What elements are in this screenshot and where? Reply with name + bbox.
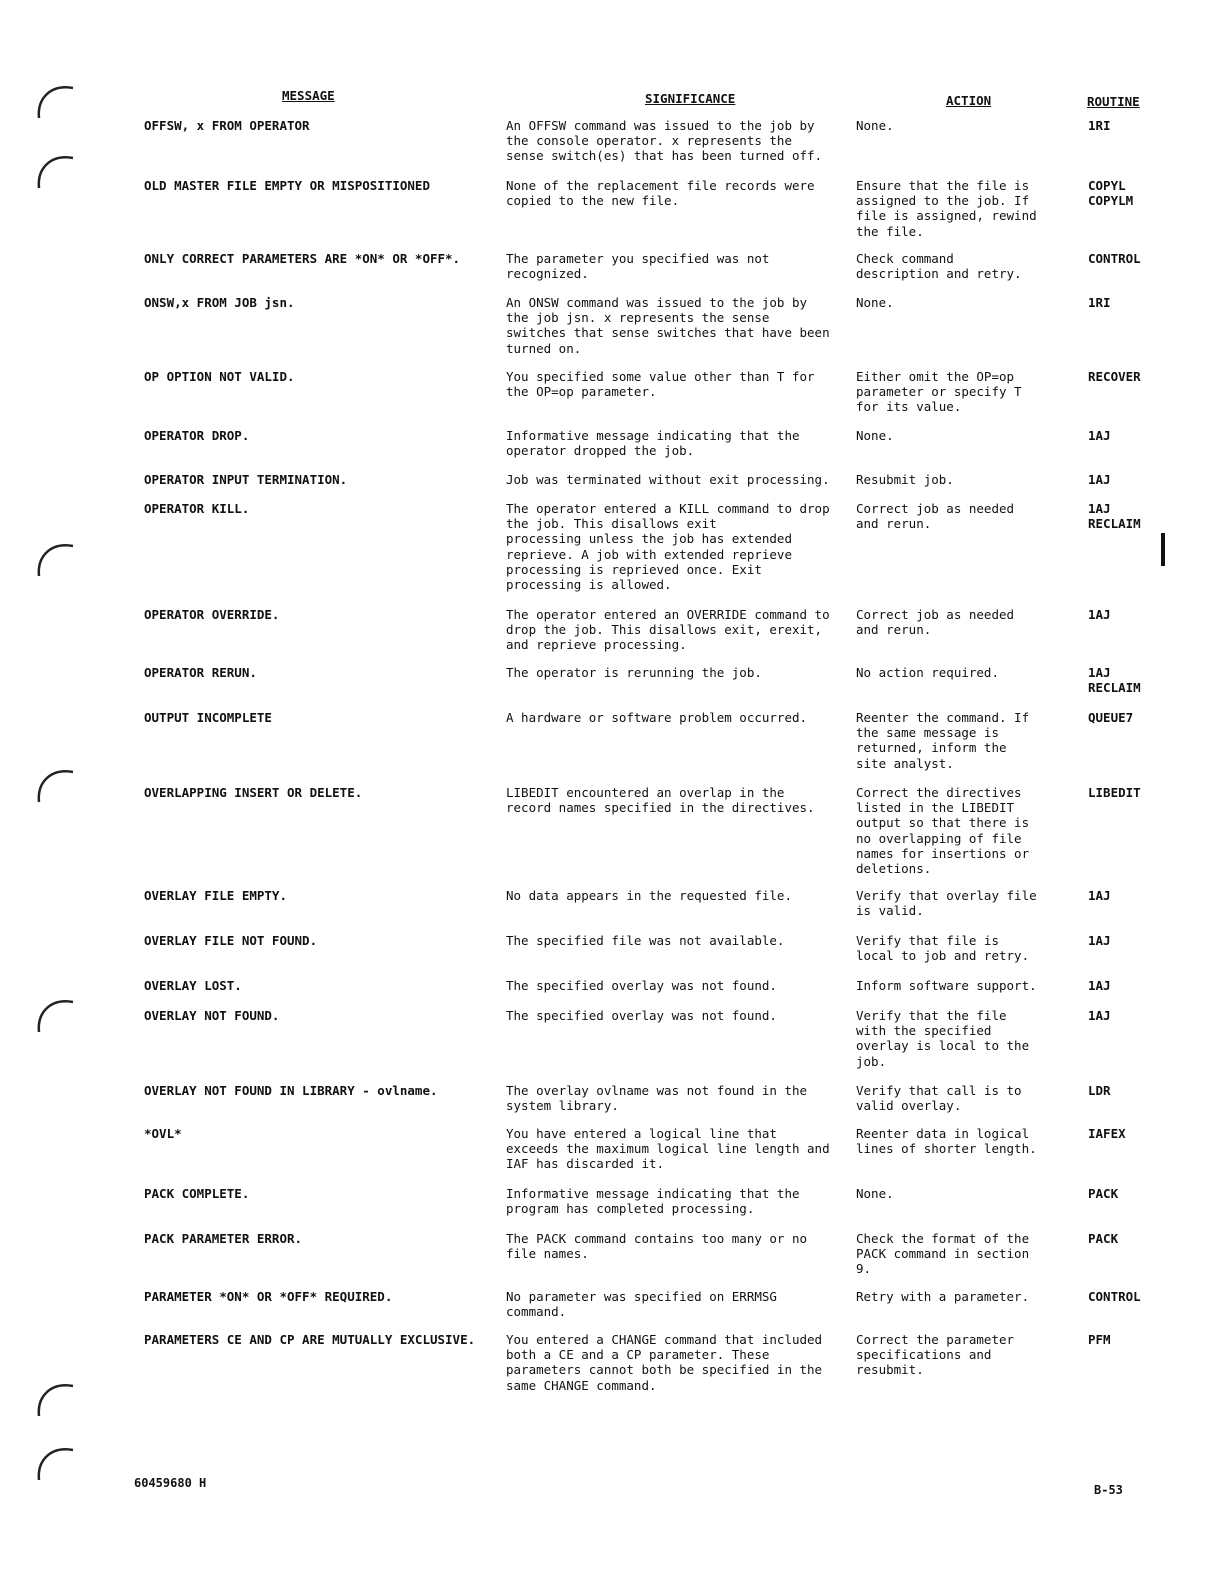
binder-hole-mark bbox=[33, 1440, 77, 1484]
message-cell: OPERATOR RERUN. bbox=[144, 665, 257, 680]
significance-cell: A hardware or software problem occurred. bbox=[506, 710, 808, 725]
routine-cell: CONTROL bbox=[1088, 251, 1141, 266]
significance-cell: The specified overlay was not found. bbox=[506, 978, 777, 993]
column-header-action: ACTION bbox=[946, 93, 992, 108]
routine-cell: 1AJ RECLAIM bbox=[1088, 501, 1141, 532]
significance-cell: None of the replacement file records were copied to the new file. bbox=[506, 178, 815, 209]
significance-cell: An OFFSW command was issued to the job by the console operator. x represents the sense switch(es) that has been turned off. bbox=[506, 118, 823, 164]
significance-cell: The specified overlay was not found. bbox=[506, 1008, 777, 1023]
significance-cell: The parameter you specified was not recognized. bbox=[506, 251, 770, 282]
change-bar bbox=[1161, 533, 1165, 566]
binder-hole-mark bbox=[33, 536, 77, 580]
column-header-message: MESSAGE bbox=[282, 88, 335, 103]
message-cell: OP OPTION NOT VALID. bbox=[144, 369, 295, 384]
significance-cell: Job was terminated without exit processing. bbox=[506, 472, 830, 487]
action-cell: Inform software support. bbox=[856, 978, 1037, 993]
message-cell: OPERATOR OVERRIDE. bbox=[144, 607, 280, 622]
message-cell: OPERATOR KILL. bbox=[144, 501, 250, 516]
routine-cell: PFM bbox=[1088, 1332, 1111, 1347]
significance-cell: You specified some value other than T for the OP=op parameter. bbox=[506, 369, 815, 400]
message-cell: OFFSW, x FROM OPERATOR bbox=[144, 118, 310, 133]
routine-cell: LIBEDIT bbox=[1088, 785, 1141, 800]
action-cell: Check the format of the PACK command in section 9. bbox=[856, 1231, 1030, 1277]
routine-cell: 1AJ bbox=[1088, 607, 1111, 622]
message-cell: OPERATOR INPUT TERMINATION. bbox=[144, 472, 348, 487]
significance-cell: The operator entered a KILL command to drop the job. This disallows exit processing unless the job has extended reprieve. A job with extended reprieve processing is reprieved once. Exit processing is allowed. bbox=[506, 501, 830, 593]
binder-hole-mark bbox=[33, 78, 77, 122]
message-cell: OVERLAY NOT FOUND. bbox=[144, 1008, 280, 1023]
significance-cell: Informative message indicating that the operator dropped the job. bbox=[506, 428, 800, 459]
routine-cell: IAFEX bbox=[1088, 1126, 1126, 1141]
action-cell: Reenter the command. If the same message is returned, inform the site analyst. bbox=[856, 710, 1030, 771]
action-cell: Correct the parameter specifications and resubmit. bbox=[856, 1332, 1015, 1378]
significance-cell: The overlay ovlname was not found in the system library. bbox=[506, 1083, 808, 1114]
action-cell: Correct job as needed and rerun. bbox=[856, 501, 1015, 532]
binder-hole-mark bbox=[33, 992, 77, 1036]
routine-cell: 1RI bbox=[1088, 295, 1111, 310]
action-cell: None. bbox=[856, 295, 894, 310]
significance-cell: The specified file was not available. bbox=[506, 933, 785, 948]
significance-cell: Informative message indicating that the program has completed processing. bbox=[506, 1186, 800, 1217]
message-cell: OVERLAY LOST. bbox=[144, 978, 242, 993]
action-cell: Verify that overlay file is valid. bbox=[856, 888, 1037, 919]
action-cell: Retry with a parameter. bbox=[856, 1289, 1030, 1304]
routine-cell: 1RI bbox=[1088, 118, 1111, 133]
routine-cell: PACK bbox=[1088, 1231, 1119, 1246]
routine-cell: CONTROL bbox=[1088, 1289, 1141, 1304]
significance-cell: The PACK command contains too many or no file names. bbox=[506, 1231, 808, 1262]
page-number: B-53 bbox=[1094, 1483, 1123, 1497]
message-cell: PACK COMPLETE. bbox=[144, 1186, 250, 1201]
document-number: 60459680 H bbox=[134, 1476, 207, 1490]
action-cell: None. bbox=[856, 428, 894, 443]
action-cell: Correct job as needed and rerun. bbox=[856, 607, 1015, 638]
action-cell: Verify that file is local to job and retry. bbox=[856, 933, 1030, 964]
significance-cell: An ONSW command was issued to the job by the job jsn. x represents the sense switches that sense switches that have been turned on. bbox=[506, 295, 830, 356]
action-cell: Verify that call is to valid overlay. bbox=[856, 1083, 1022, 1114]
action-cell: Reenter data in logical lines of shorter length. bbox=[856, 1126, 1037, 1157]
routine-cell: PACK bbox=[1088, 1186, 1119, 1201]
column-header-significance: SIGNIFICANCE bbox=[645, 91, 736, 106]
significance-cell: You have entered a logical line that exceeds the maximum logical line length and IAF has discarded it. bbox=[506, 1126, 830, 1172]
significance-cell: LIBEDIT encountered an overlap in the record names specified in the directives. bbox=[506, 785, 815, 816]
binder-hole-mark bbox=[33, 1376, 77, 1420]
routine-cell: 1AJ bbox=[1088, 888, 1111, 903]
significance-cell: The operator entered an OVERRIDE command to drop the job. This disallows exit, erexit, and reprieve processing. bbox=[506, 607, 830, 653]
action-cell: Check command description and retry. bbox=[856, 251, 1022, 282]
message-cell: OUTPUT INCOMPLETE bbox=[144, 710, 272, 725]
significance-cell: The operator is rerunning the job. bbox=[506, 665, 762, 680]
message-cell: ONLY CORRECT PARAMETERS ARE *ON* OR *OFF*. bbox=[144, 251, 461, 266]
message-cell: OVERLAY NOT FOUND IN LIBRARY - ovlname. bbox=[144, 1083, 438, 1098]
action-cell: Correct the directives listed in the LIBEDIT output so that there is no overlapping of file names for insertions or deletions. bbox=[856, 785, 1030, 877]
routine-cell: 1AJ bbox=[1088, 428, 1111, 443]
message-cell: OPERATOR DROP. bbox=[144, 428, 250, 443]
routine-cell: 1AJ bbox=[1088, 978, 1111, 993]
binder-hole-mark bbox=[33, 148, 77, 192]
action-cell: Either omit the OP=op parameter or specify T for its value. bbox=[856, 369, 1022, 415]
action-cell: None. bbox=[856, 1186, 894, 1201]
routine-cell: 1AJ bbox=[1088, 472, 1111, 487]
message-cell: OLD MASTER FILE EMPTY OR MISPOSITIONED bbox=[144, 178, 430, 193]
routine-cell: LDR bbox=[1088, 1083, 1111, 1098]
binder-hole-mark bbox=[33, 762, 77, 806]
routine-cell: QUEUE7 bbox=[1088, 710, 1134, 725]
action-cell: No action required. bbox=[856, 665, 999, 680]
action-cell: None. bbox=[856, 118, 894, 133]
routine-cell: 1AJ bbox=[1088, 1008, 1111, 1023]
action-cell: Ensure that the file is assigned to the job. If file is assigned, rewind the file. bbox=[856, 178, 1037, 239]
routine-cell: 1AJ bbox=[1088, 933, 1111, 948]
significance-cell: No parameter was specified on ERRMSG command. bbox=[506, 1289, 777, 1320]
routine-cell: RECOVER bbox=[1088, 369, 1141, 384]
message-cell: PARAMETERS CE AND CP ARE MUTUALLY EXCLUSIVE. bbox=[144, 1332, 476, 1347]
routine-cell: COPYL COPYLM bbox=[1088, 178, 1134, 209]
message-cell: OVERLAY FILE NOT FOUND. bbox=[144, 933, 318, 948]
column-header-routine: ROUTINE bbox=[1087, 94, 1140, 109]
significance-cell: You entered a CHANGE command that included both a CE and a CP parameter. These parameters cannot both be specified in the same CHANGE command. bbox=[506, 1332, 823, 1393]
message-cell: OVERLAPPING INSERT OR DELETE. bbox=[144, 785, 363, 800]
action-cell: Verify that the file with the specified overlay is local to the job. bbox=[856, 1008, 1030, 1069]
action-cell: Resubmit job. bbox=[856, 472, 954, 487]
message-cell: PACK PARAMETER ERROR. bbox=[144, 1231, 303, 1246]
message-cell: PARAMETER *ON* OR *OFF* REQUIRED. bbox=[144, 1289, 393, 1304]
routine-cell: 1AJ RECLAIM bbox=[1088, 665, 1141, 696]
message-cell: OVERLAY FILE EMPTY. bbox=[144, 888, 287, 903]
message-cell: ONSW,x FROM JOB jsn. bbox=[144, 295, 295, 310]
message-cell: *OVL* bbox=[144, 1126, 182, 1141]
significance-cell: No data appears in the requested file. bbox=[506, 888, 792, 903]
